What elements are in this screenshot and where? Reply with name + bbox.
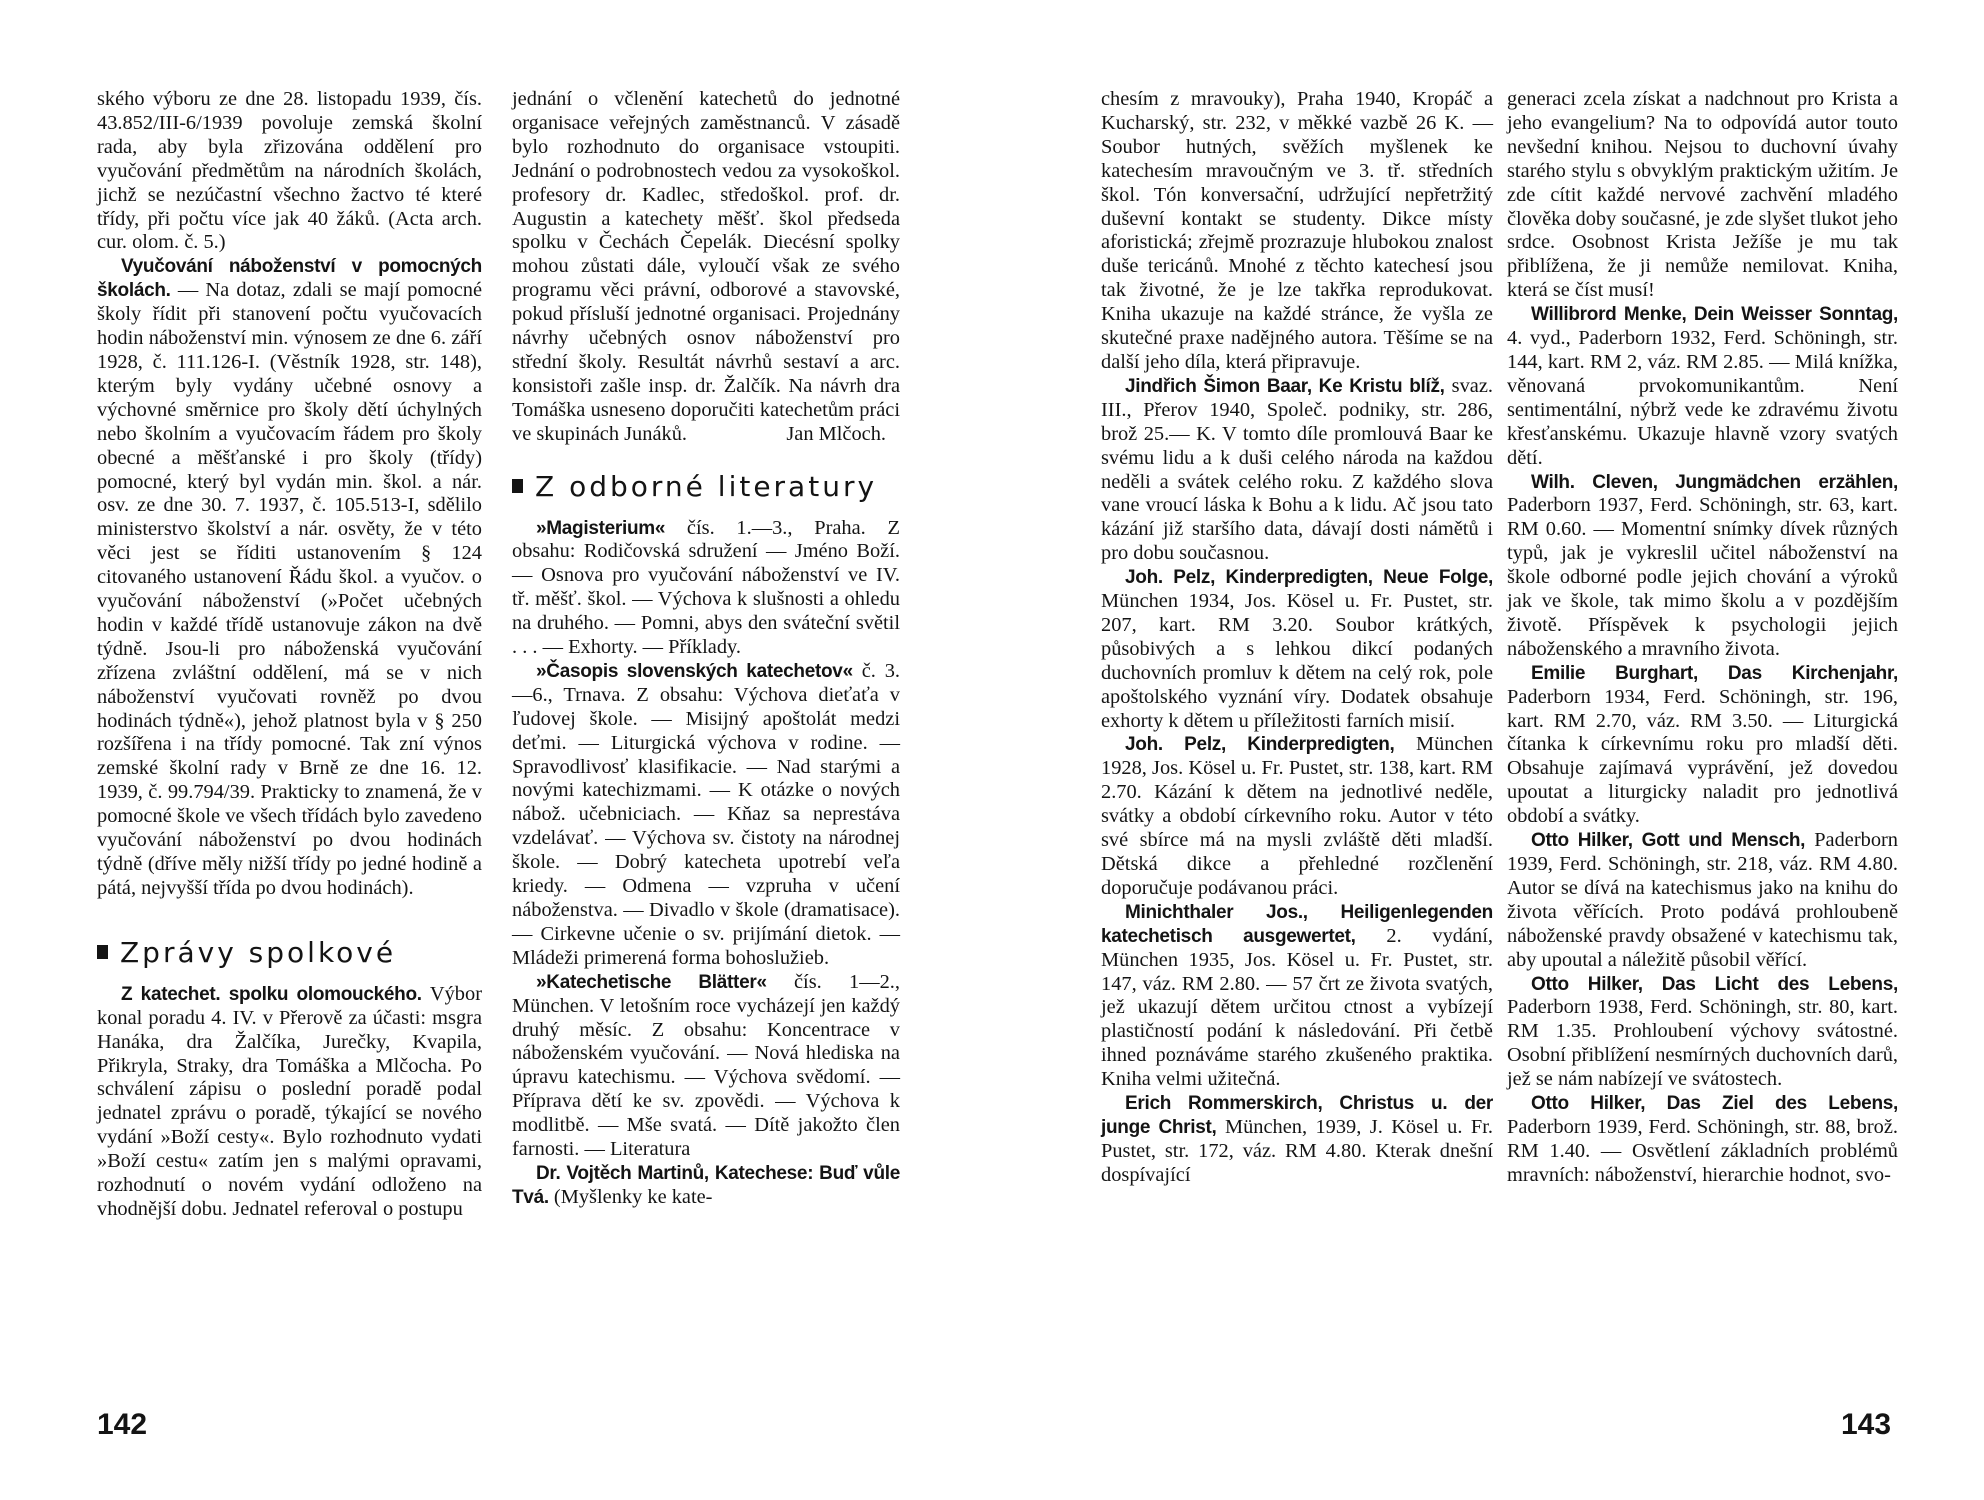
paragraph: Vyučování náboženství v pomocných školách. — Na dotaz, zdali se mají pomocné školy řídit při stanovení počtu vyučovacích hodin náboženství min. výnosem ze dne 6. září 1928, č. 111.126-I. (Věstník 1928, str. 148), kterým byly vydány učebné osnovy a výchovné směrnice pro školy dětí úchylných nebo školním a vyučovacím řádem pro školy obecné a měšťanské i pro školy (třídy) pomocné, který byl vydán min. škol. a nár. osv. ze dne 30. 7. 1937, č. 105.513-I, sdělilo ministerstvo školství a nár. osvěty, že v této věci jest se říditi ustanovením § 124 citovaného ustanovení Řádu škol. a vyučov. o vyučování náboženství (»Počet učebných hodin v každé třídě ustanovuje zákon na dvě týdně. Jsou-li pro náboženská vyučování zřízena zvláštní oddělení, má se v nich náboženství vyučovati rovněž po dvou hodinách týdně«), jehož platnost byla v § 250 rozšířena i na třídy pomocné. Tak zní výnos zemské školní rady v Brně ze dne 16. 12. 1939, č. 99.794/39. Prakticky to znamená, že v pomocné škole ve všech třídách bylo zavedeno vyučování náboženství po dvou hodinách týdně (dříve měly nižší třídy po jedné hodině a pátá, nejvyšší třída po dvou hodinách). — [97, 256, 482, 899]
entry-heading: »Časopis slovenských katechetov« — [536, 660, 853, 682]
entry-heading: »Katechetische Blätter« — [536, 971, 767, 993]
entry-heading: Otto Hilker, Gott und Mensch, — [1531, 830, 1806, 852]
paragraph: ského výboru ze dne 28. listopadu 1939, čís. 43.852/III-6/1939 povoluje zemská školní rada, aby byla zřizována oddělení pro vyučování předmětům na národních školách, jichž se nezúčastní všechno žactvo té které třídy, při počtu více jak 40 žáků. (Acta arch. cur. olom. č. 5.) — [97, 88, 482, 254]
right-column-2 — [1507, 88, 1898, 1188]
page-number: 143 — [1841, 1408, 1892, 1441]
author-signature: Jan Mlčoch. — [786, 422, 886, 445]
paragraph: jednání o včlenění katechetů do jednotné organisace veřejných zaměstnanců. V zásadě bylo rozhodnuto do organisace vstoupiti. Jednání o podrobnostech vedou za vysokoškol. profesory dr. Kadlec, středoškol. prof. dr. Augustin a katechety měšť. škol předseda spolku v Čechách Čepelák. Diecésní spolky mohou zůstati dále, vyloučí však ze svého programu věci právní, odborové a stavovské, pokud přísluší jednotné organisaci. Projednány návrhy učebných osnov náboženství pro střední školy. Resultát návrhů sestaví a arc. konsistoři zašle insp. dr. Žalčík. Na návrh dra Tomáška usneseno doporučiti katechetům práci ve skupinách Junáků. — [512, 88, 900, 445]
entry-heading: Dr. Vojtěch Martinů, Katechese: Buď vůle Tvá. — [512, 1162, 900, 1208]
right-column-1 — [1101, 88, 1493, 1188]
entry-heading: Z katechet. spolku olomouckého. — [121, 983, 422, 1005]
entry-heading: Vyučování náboženství v pomocných školách. — [97, 256, 482, 302]
section-heading: Zprávy spolkové — [97, 935, 482, 971]
page-number: 142 — [97, 1408, 148, 1441]
paragraph: Otto Hilker, Das Licht des Lebens, Paderborn 1938, Ferd. Schöningh, str. 80, kart. RM 1.35. Prohloubení výchovy svátostné. Osobní přiblížení nesmírných duchovních darů, jež se nám nabízejí ve svátostech. — [1507, 973, 1898, 1091]
entry-heading: Minichthaler Jos., Heiligenlegenden katechetisch ausgewertet, — [1101, 901, 1493, 947]
paragraph: Otto Hilker, Das Ziel des Lebens, Paderborn 1939, Ferd. Schöningh, str. 88, brož. RM 1.40. — Osvětlení základních problémů mravních: náboženství, hierarchie hodnot, svo- — [1507, 1093, 1898, 1186]
entry-heading: Jindřich Šimon Baar, Ke Kristu blíž, — [1125, 375, 1445, 397]
square-bullet-icon — [97, 945, 108, 959]
paragraph: »Časopis slovenských katechetov« č. 3.—6., Trnava. Z obsahu: Výchova dieťaťa v ľudovej škole. — Misijný apoštolát medzi deťmi. — Liturgická výchova v rodine. — Spravodlivosť klasifikacie. — Nad starými a novými katechizmami. — K otázke o nových nábož. učebniciach. — Kňaz sa neprestáva vzdelávať. — Výchova sv. čistoty na národnej škole. — Dobrý katecheta upotrebí veľa kriedy. — Odmena — vzpruha v učení náboženstva. — Divadlo v škole (dramatisace). — Cirkevne učenie o sv. prijímání dietok. — Mládeži primerená forma bohoslužieb. — [512, 659, 901, 969]
section-heading: Z odborné literatury — [512, 469, 900, 505]
right-page — [992, 0, 1984, 1500]
paragraph: Erich Rommerskirch, Christus u. der junge Christ, München, 1939, J. Kösel u. Fr. Pustet, str. 172, váz. RM 4.80. Kterak dnešní dospívající — [1101, 1093, 1493, 1186]
paragraph: »Magisterium« čís. 1.—3., Praha. Z obsahu: Rodičovská sdružení — Jméno Boží. — Osnova pro vyučování náboženství ve IV. tř. měšť. škol. — Výchova k slušnosti a ohledu na druhého. — Pomni, abys den sváteční světil . . . — Exhorty. — Příklady. — [512, 516, 900, 659]
paragraph: chesím z mravouky), Praha 1940, Kropáč a Kucharský, str. 232, v měkké vazbě 26 K. — Soubor hutných, svěžích myšlenek ke katechesím mravoučným ve 3. tř. středních škol. Tón konversační, udržující nepřetržitý duševní kontakt se studenty. Dikce místy aforistická; zřejmě prozrazuje hlubokou znalost duše tericánů. Mnohé z těchto katechesí jsou tak životné, že je lze takřka reprodukovat. Kniha ukazuje na každé stránce, že vyšla ze skutečné praxe nadějného autora. Těšíme se na další jeho díla, která připravuje. — [1101, 88, 1493, 373]
paragraph: Joh. Pelz, Kinderpredigten, Neue Folge, München 1934, Jos. Kösel u. Fr. Pustet, str. 207, kart. RM 3.20. Soubor krátkých, působivých a s lehkou dikcí podaných duchovních promluv k dětem na celý rok, pole apoštolského vyznání víry. Dodatek obsahuje exhorty k dětem u příležitosti farních misií. — [1101, 567, 1493, 732]
paragraph: Wilh. Cleven, Jungmädchen erzählen, Paderborn 1937, Ferd. Schöningh, str. 63, kart. RM 0.60. — Momentní snímky dívek různých typů, jak je vykreslil učitel náboženství na škole odborné podle jejich chování a výroků jak ve škole, tak mimo školu a v pozdějším životě. Příspěvek k psychologii jejich náboženského a mravního života. — [1507, 471, 1898, 660]
entry-heading: Willibrord Menke, Dein Weisser Sonntag, — [1531, 304, 1898, 326]
entry-heading: Joh. Pelz, Kinderpredigten, Neue Folge, — [1125, 567, 1493, 589]
entry-heading: Emilie Burghart, Das Kirchenjahr, — [1531, 662, 1898, 684]
entry-heading: Joh. Pelz, Kinderpredigten, — [1125, 734, 1395, 756]
paragraph: Joh. Pelz, Kinderpredigten, München 1928, Jos. Kösel u. Fr. Pustet, str. 138, kart. RM 2.70. Kázání k dětem na jednotlivé neděle, svátky a období církevního roku. Autor v této své sbírce má na mysli zvláště děti mladší. Dětská dikce a přehledné rozčlenění doporučuje podávanou práci. — [1101, 733, 1493, 899]
paragraph: generaci zcela získat a nadchnout pro Krista a jeho evangelium? Na to odpovídá autor touto nevšední knihou. Nejsou to duchovní úvahy starého stylu s obvyklým praktickým užitím. Je zde cítit každé nervové zachvění mladého člověka doby současné, je zde slyšet tlukot jeho srdce. Osobnost Krista Ježíše je mu tak přiblížena, že ji nemůže nemilovat. Kniha, která se číst musí! — [1507, 88, 1898, 302]
left-column-1 — [97, 88, 482, 1222]
paragraph: Dr. Vojtěch Martinů, Katechese: Buď vůle Tvá. (Myšlenky ke kate- — [512, 1162, 900, 1208]
paragraph: »Katechetische Blätter« čís. 1—2., München. V letošním roce vycházejí jen každý druhý měsíc. Z obsahu: Koncentrace v náboženském vyučování. — Nová hlediska na úpravu katechismu. — Výchova svědomí. — Příprava dětí ke sv. zpovědi. — Výchova k modlitbě. — Mše svatá. — Dítě jakožto člen farnosti. — Literatura — [512, 970, 901, 1161]
entry-heading: Wilh. Cleven, Jungmädchen erzählen, — [1531, 471, 1898, 493]
square-bullet-icon — [512, 479, 523, 493]
entry-heading: Otto Hilker, Das Ziel des Lebens, — [1531, 1093, 1898, 1115]
paragraph: Jindřich Šimon Baar, Ke Kristu blíž, svaz. III., Přerov 1940, Společ. podniky, str. 286, brož 25.— K. V tomto díle promlouvá Baar ke svému lidu a k duši celého národa na každou neděli a svátek celého roku. Z každého slova vane vroucí láska k Bohu a k lidu. Ač jsou tato kázání již staršího data, dávají dosti námětů i pro dobu současnou. — [1101, 374, 1493, 565]
entry-heading: Erich Rommerskirch, Christus u. der junge Christ, — [1101, 1093, 1493, 1138]
left-column-2 — [512, 88, 900, 1210]
paragraph: Minichthaler Jos., Heiligenlegenden katechetisch ausgewertet, 2. vydání, München 1935, Jos. Kösel u. Fr. Pustet, str. 147, váz. RM 2.80. — 57 črt ze života svatých, jež ukazují dětem určitou ctnost a vybízejí plastičností podání k následování. Při četbě ihned poznáváme starého zkušeného praktika. Kniha velmi užitečná. — [1101, 901, 1493, 1091]
entry-heading: »Magisterium« — [536, 517, 666, 539]
paragraph: Emilie Burghart, Das Kirchenjahr, Paderborn 1934, Ferd. Schöningh, str. 196, kart. RM 2.70, váz. RM 3.50. — Liturgická čítanka k církevnímu roku pro mladší děti. Obsahuje zajímavá vyprávění, jež dovedou upoutat a liturgicky naladit pro jednotlivá období a svátky. — [1507, 662, 1898, 828]
paragraph: Otto Hilker, Gott und Mensch, Paderborn 1939, Ferd. Schöningh, str. 218, váz. RM 4.80. Autor se dívá na katechismus jako na knihu do života věřících. Proto podává prohloubeně náboženské pravdy obsažené v katechismu tak, aby upoutal a náležitě působil věřící. — [1507, 829, 1899, 971]
paragraph: Z katechet. spolku olomouckého. Výbor konal poradu 4. IV. v Přerově za účasti: msgra Hanáka, dra Žalčíka, Jurečky, Kvapila, Přikryla, Straky, dra Tomáška a Mlčocha. Po schválení zápisu o poslední poradě podal jednatel zprávu o poradě, týkající se nového vydání »Boží cesty«. Bylo rozhodnuto vydati »Boží cestu« zatím jen s malými opravami, rozhodnutí o novém vydání odloženo na vhodnější dobu. Jednatel referoval o postupu — [97, 982, 482, 1220]
paragraph: Willibrord Menke, Dein Weisser Sonntag, 4. vyd., Paderborn 1932, Ferd. Schöningh, str. 144, kart. RM 2, váz. RM 2.85. — Milá knížka, věnovaná prvokomunikantům. Není sentimentální, nýbrž vede ke zdravému životu křesťanskému. Ukazuje hlavně vzory svatých dětí. — [1507, 304, 1898, 469]
entry-heading: Otto Hilker, Das Licht des Lebens, — [1531, 973, 1898, 995]
